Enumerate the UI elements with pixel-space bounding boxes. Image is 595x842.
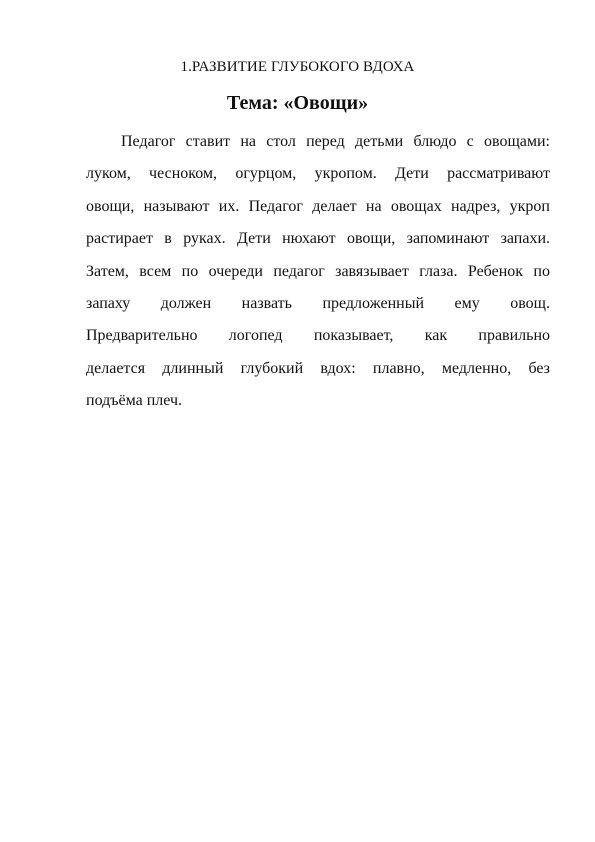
section-heading: 1.РАЗВИТИЕ ГЛУБОКОГО ВДОХА [180, 59, 415, 75]
paragraph-line: Предварительно логопед показывает, как правильно [86, 327, 550, 345]
paragraph-line: делается длинный глубокий вдох: плавно, медленно, без [86, 359, 550, 377]
paragraph-line: Затем, всем по очереди педагог завязывает глаза. Ребенок по [86, 262, 550, 280]
paragraph-line: запаху должен назвать предложенный ему овощ. [86, 294, 550, 312]
paragraph-line: овощи, называют их. Педагог делает на овощах надрез, укроп [86, 197, 550, 215]
paragraph-line: растирает в руках. Дети нюхают овощи, запоминают запахи. [86, 230, 550, 248]
topic-title: Тема: «Овощи» [226, 92, 369, 114]
paragraph-line: Педагог ставит на стол перед детьми блюдо с овощами: [121, 133, 550, 150]
paragraph-line: подъёма плеч. [86, 392, 183, 410]
body-paragraph [86, 126, 550, 418]
paragraph-line: луком, чесноком, огурцом, укропом. Дети рассматривают [86, 165, 550, 183]
